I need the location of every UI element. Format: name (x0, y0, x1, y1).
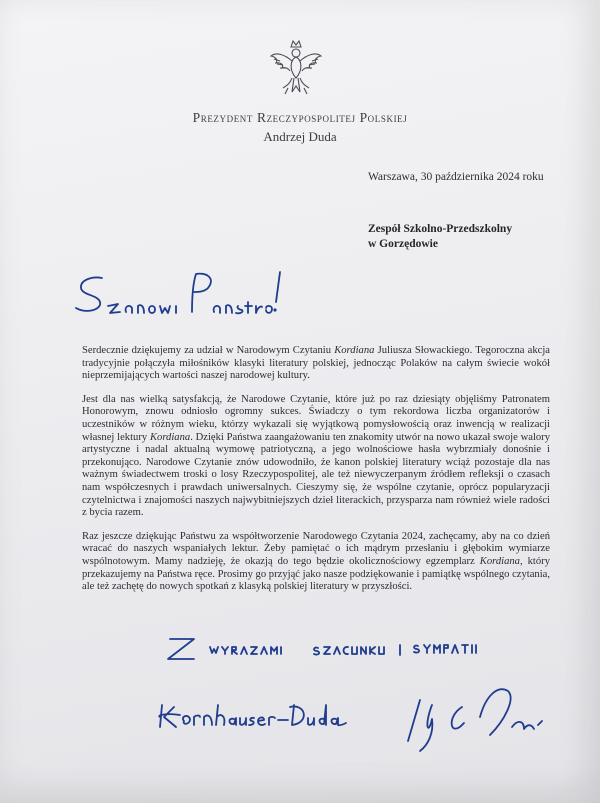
polish-eagle-emblem-icon (268, 38, 324, 98)
president-name: Andrzej Duda (263, 129, 337, 144)
letter-body (82, 345, 550, 605)
handwritten-signatures (150, 625, 570, 755)
recipient-address: Zespół Szkolno-Przedszkolny w Gorzędowie (368, 223, 513, 250)
paragraph-1: Serdecznie dziękujemy za udział w Narodowym Czytaniu Kordiana Juliusza Słowackiego. Tegoroczna akcja tradycyjnie połączyła miłośników klasyki literatury polskiej, jednocząc Polaków na całym świecie wokół nieprzemijających wartości naszej narodowej kultury. (82, 345, 550, 382)
paragraph-2: Jest dla nas wielką satysfakcją, że Narodowe Czytanie, które już po raz dziesiąty objęliśmy Patronatem Honorowym, znowu odniosło ogromny sukces. Świadczy o tym rekordowa liczba organizatorów i uczestników w różnym wieku, którzy wykazali się wyjątkową pomysłowością oraz inwencją w realizacji własnej lektury Kordiana. Dzięki Państwa zaangażowaniu ten znakomity utwór na nowo ukazał swoje walory artystyczne i nadal aktualną wymowę patriotyczną, a jego wolnościowe hasła wybrzmiały donośnie i przekonująco. Narodowe Czytanie znów udowodniło, że kanon polskiej literatury wciąż pozostaje dla nas ważnym świadectwem troski o losy Rzeczypospolitej, ale też niewyczerpanym źródłem refleksji o czasach nam współczesnych i prawdach uniwersalnych. Cieszymy się, że wspólne czytanie, oprócz popularyzacji czytelnictwa i znajomości naszych najwybitniejszych dzieł literackich, przysparza nam również wiele radości z bycia razem. (82, 393, 551, 519)
office-title: Prezydent Rzeczypospolitej Polskiej (192, 110, 408, 125)
paragraph-3: Raz jeszcze dziękując Państwu za współtworzenie Narodowego Czytania 2024, zachęcamy, aby na co dzień wracać do naszych wspaniałych lektur. Żeby pamiętać o ich mądrym przesłaniu i głębokim wymiarze wspólnotowym. Mamy nadzieję, że okazją do tego będzie okolicznościowy egzemplarz Kordiana, który przekazujemy na Państwa ręce. Prosimy go przyjąć jako nasze podziękowanie i pamiątkę wspólnego czytania, ale też zachętę do nowych spotkań z klasyką polskiej literatury w przyszłości. (82, 530, 551, 593)
date-line: Warszawa, 30 października 2024 roku (368, 171, 544, 183)
handwritten-greeting (68, 262, 288, 332)
